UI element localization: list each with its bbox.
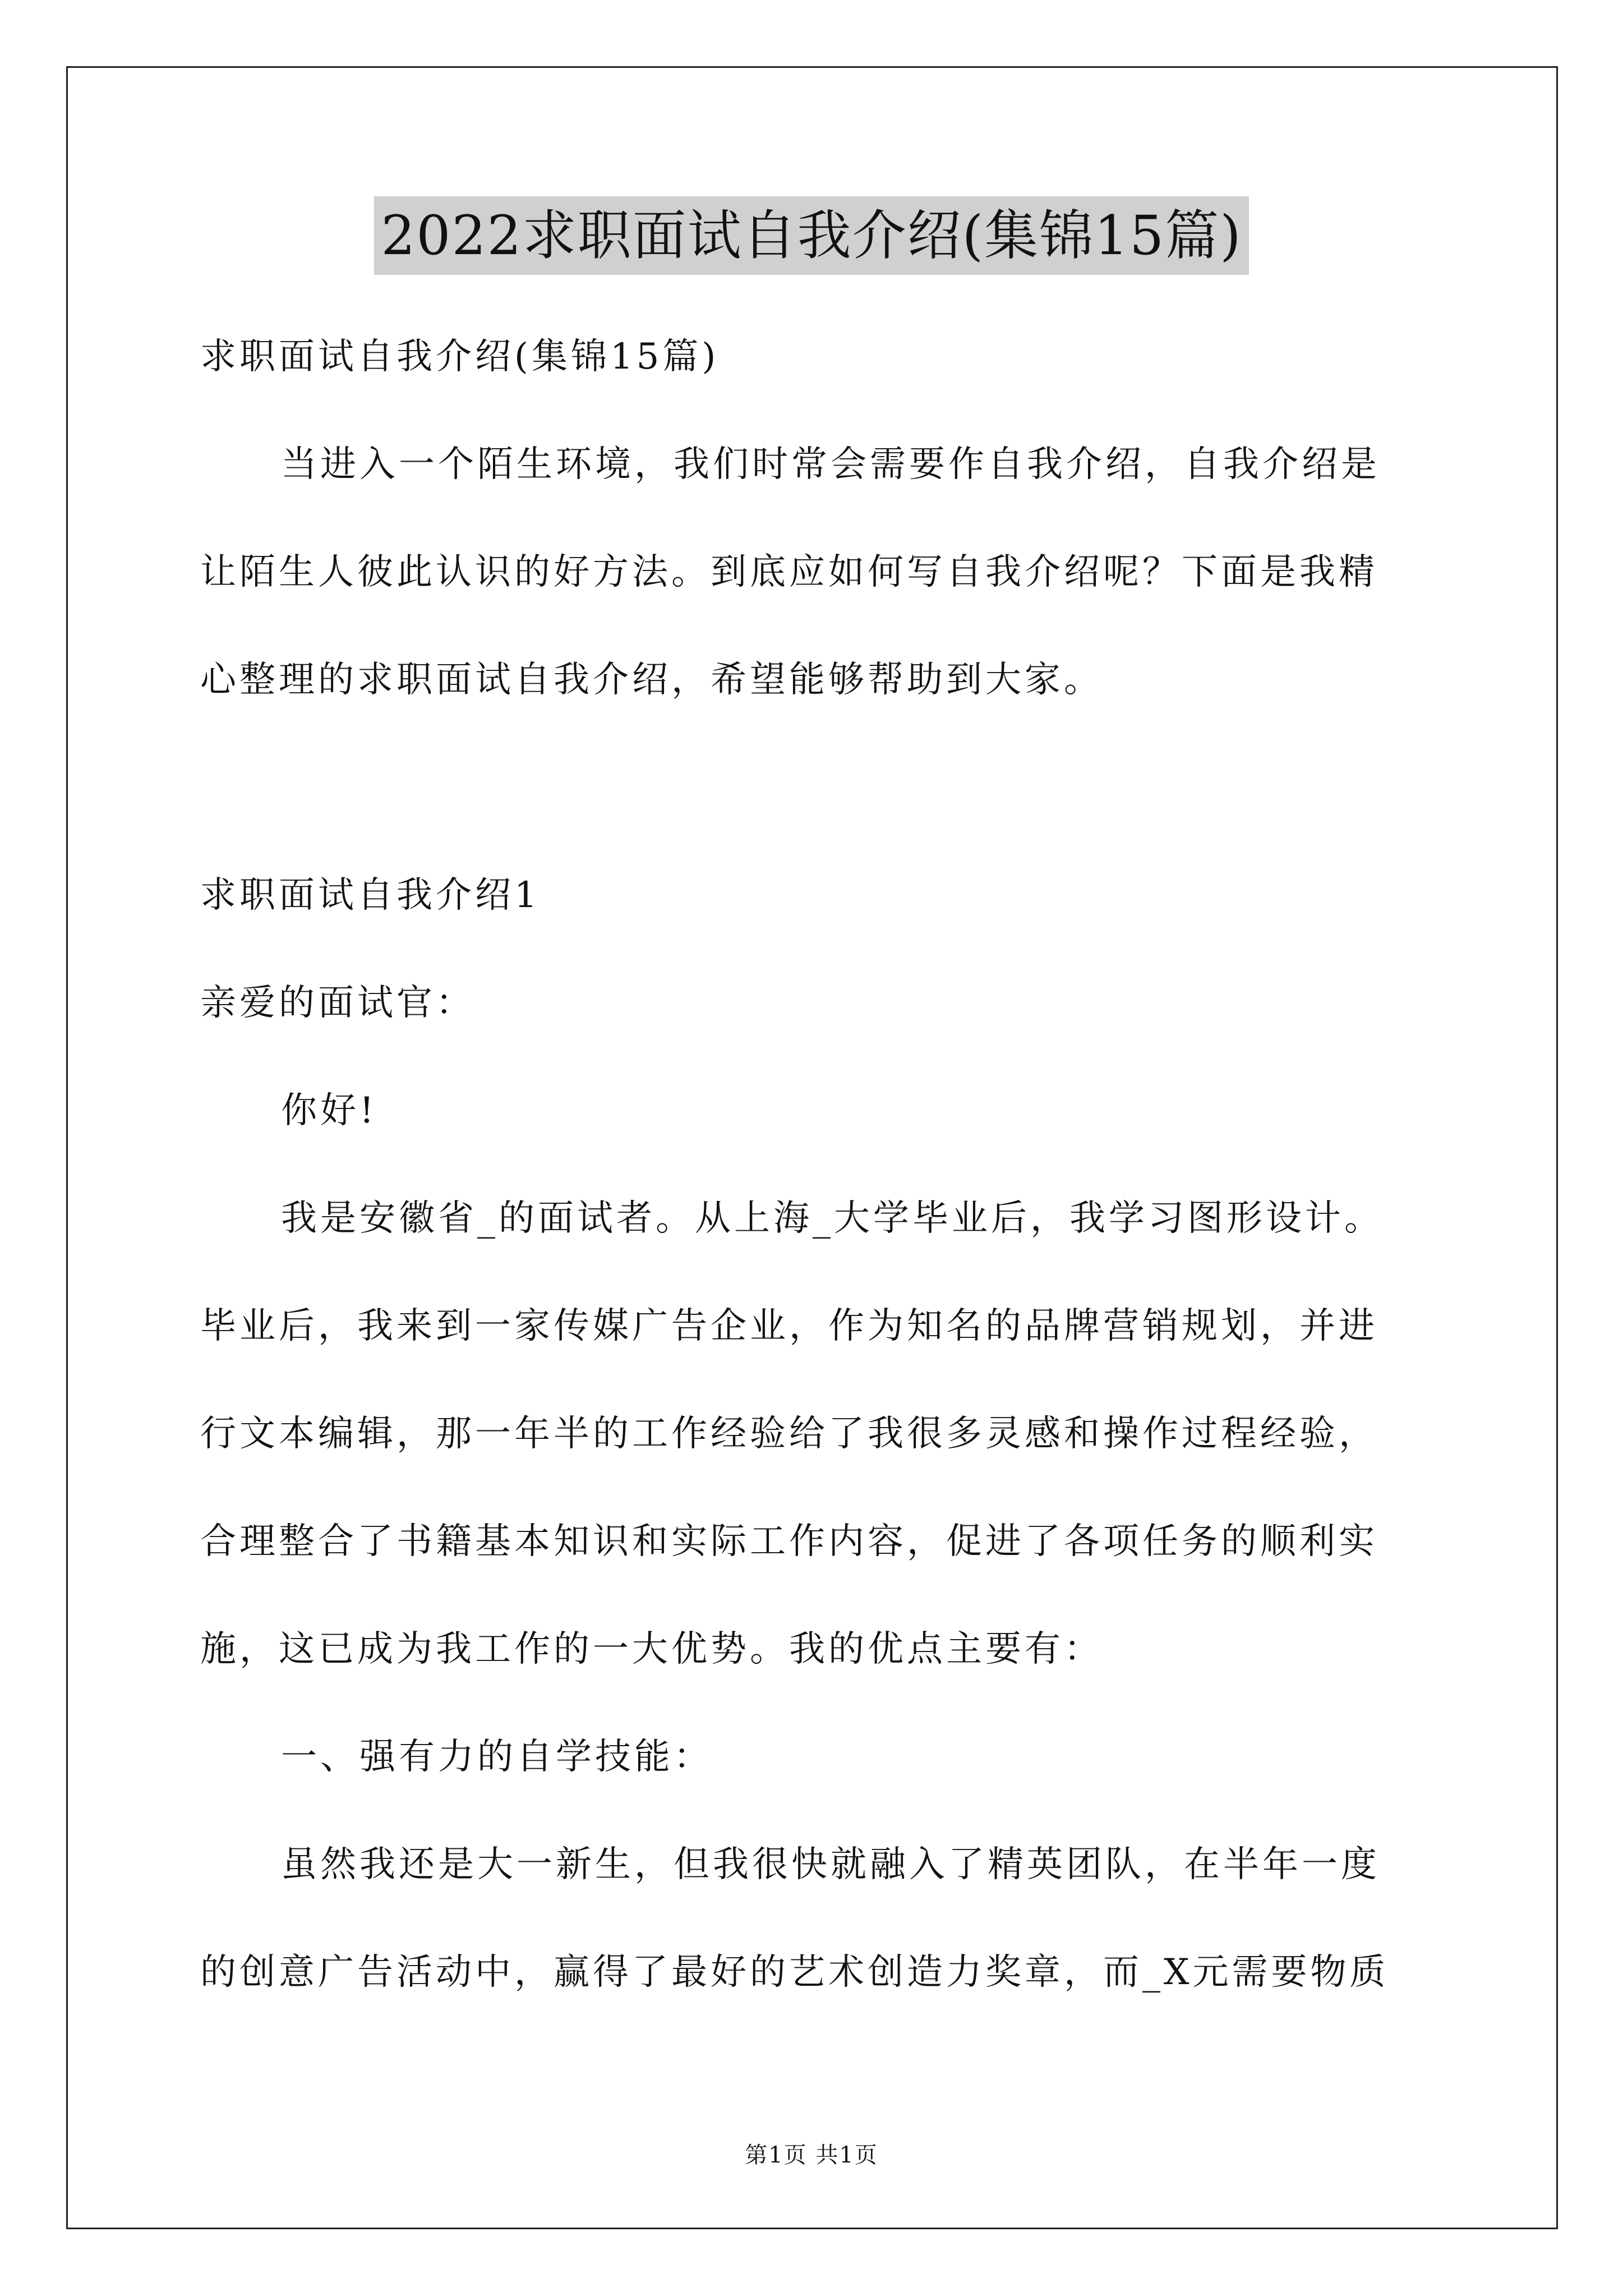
- greeting-line: 你好!: [281, 1090, 377, 1131]
- paragraph-line: 的创意广告活动中，赢得了最好的艺术创造力奖章，而_X元需要物质: [200, 1952, 1389, 1993]
- paragraph-line: 行文本编辑，那一年半的工作经验给了我很多灵感和操作过程经验，: [200, 1413, 1378, 1455]
- paragraph-line: 我是安徽省_的面试者。从上海_大学毕业后，我学习图形设计。: [281, 1198, 1384, 1239]
- paragraph-line: 心整理的求职面试自我介绍，希望能够帮助到大家。: [200, 659, 1103, 701]
- salutation-line: 亲爱的面试官：: [200, 982, 475, 1024]
- section-heading: 求职面试自我介绍1: [200, 875, 541, 916]
- paragraph-line: 让陌生人彼此认识的好方法。到底应如何写自我介绍呢？下面是我精: [200, 551, 1378, 593]
- paragraph-line: 当进入一个陌生环境，我们时常会需要作自我介绍，自我介绍是: [281, 444, 1380, 485]
- subtitle-line: 求职面试自我介绍(集锦15篇): [200, 336, 720, 378]
- page-footer: 第1页 共1页: [745, 2142, 878, 2168]
- list-heading: 一、强有力的自学技能：: [281, 1736, 713, 1778]
- document-title: 2022求职面试自我介绍(集锦15篇): [374, 196, 1248, 275]
- paragraph-line: 虽然我还是大一新生，但我很快就融入了精英团队，在半年一度: [281, 1844, 1380, 1885]
- blank-line: [200, 734, 1434, 841]
- paragraph-line: 合理整合了书籍基本知识和实际工作内容，促进了各项任务的顺利实: [200, 1521, 1378, 1562]
- paragraph-line: 施，这已成为我工作的一大优势。我的优点主要有：: [200, 1628, 1103, 1670]
- paragraph-line: 毕业后，我来到一家传媒广告企业，作为知名的品牌营销规划，并进: [200, 1305, 1378, 1347]
- document-body: [200, 303, 1434, 2026]
- title-container: [0, 196, 1623, 275]
